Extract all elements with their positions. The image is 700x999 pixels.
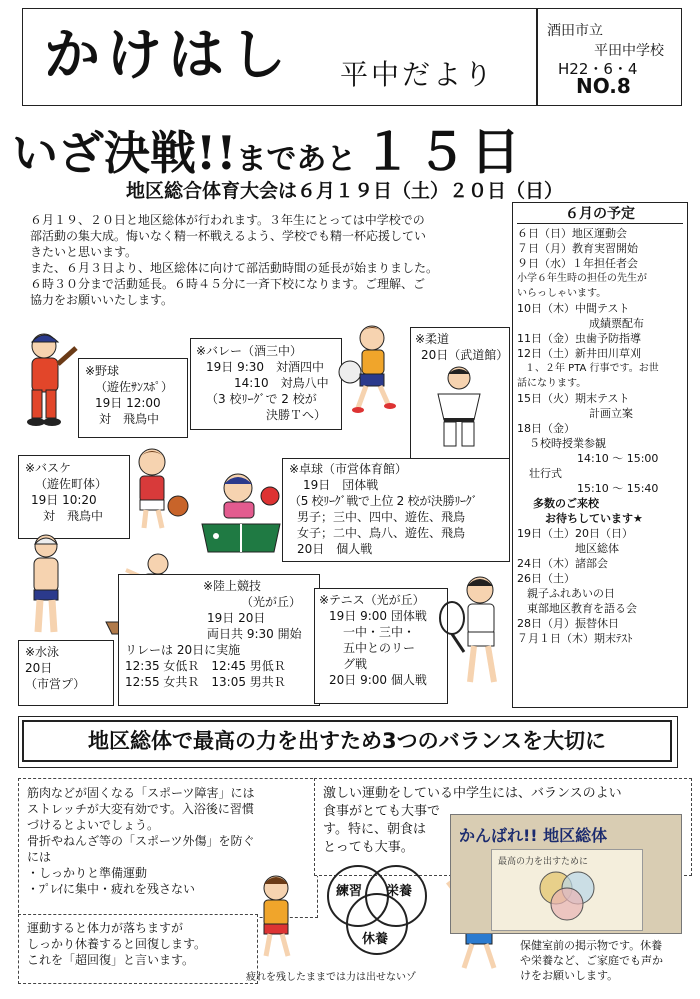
masthead-divider bbox=[536, 8, 538, 106]
event-line: リレーは 20日に実施 bbox=[125, 643, 241, 657]
event-line: 20日 個人戦 bbox=[297, 542, 373, 556]
event-line: 12:35 女低Ｒ 12:45 男低Ｒ bbox=[125, 659, 286, 673]
schedule-item: 14:10 ～ 15:00 bbox=[577, 452, 659, 465]
event-line: 対 飛鳥中 bbox=[43, 509, 104, 523]
photo-note-line: けをお願いします。 bbox=[520, 969, 619, 982]
event-line: 決勝Ｔへ） bbox=[266, 408, 327, 422]
baseball-event-box bbox=[78, 358, 188, 438]
headline bbox=[12, 112, 524, 184]
event-line: 14:10 対鳥八中 bbox=[234, 376, 329, 390]
event-line: 20日 9:00 個人戦 bbox=[329, 673, 427, 687]
newsletter-subtitle: 平中だより bbox=[340, 58, 496, 91]
health-line: これを「超回復」と言います。 bbox=[27, 953, 195, 967]
event-line: ※水泳 bbox=[25, 645, 60, 659]
issue-number: NO.8 bbox=[576, 74, 631, 98]
tennis-player-illustration bbox=[438, 572, 508, 690]
event-line: ※バレー（酒三中） bbox=[196, 344, 303, 358]
schedule-item: 28日（月）振替休日 bbox=[517, 617, 619, 630]
health-line: ・ﾌﾟﾚｲに集中・疲れを残さない bbox=[27, 882, 196, 896]
health-line: ・しっかりと準備運動 bbox=[27, 866, 148, 880]
health-line: とっても大事。 bbox=[323, 840, 414, 855]
photo-note bbox=[520, 938, 680, 983]
venn-practice: 練習 bbox=[336, 884, 363, 899]
event-line: （5 校ﾘｰｸﾞ戦で上位 2 校が決勝ﾘｰｸﾞ bbox=[289, 494, 478, 508]
issue-date: H22・6・4 bbox=[558, 60, 638, 78]
health-line: ストレッチが大変有効です。入浴後に習慣 bbox=[27, 802, 254, 816]
banner-text: 地区総体で最高の力を出すため3つのバランスを大切に bbox=[88, 729, 606, 753]
schedule-item: ５校時授業参観 bbox=[529, 437, 606, 450]
athletics-event-box bbox=[118, 574, 320, 706]
schedule-item: ９日（水）１年担任者会 bbox=[517, 257, 638, 270]
volleyball-event-box bbox=[190, 338, 342, 430]
event-line: ※柔道 bbox=[415, 332, 450, 346]
photo-note-line: 保健室前の掲示物です。休養 bbox=[520, 939, 663, 952]
health-line: 激しい運動をしている中学生には、バランスのよい bbox=[323, 786, 622, 801]
poster-venn bbox=[532, 868, 602, 924]
illustration-caption: 疲れを残したままでは力は出せないゾ bbox=[246, 972, 416, 983]
photo-title: かんばれ!! 地区総体 bbox=[459, 826, 608, 845]
health-line: 食事がとても大事で bbox=[323, 804, 441, 819]
schedule-item: 15日（火）期末テスト bbox=[517, 392, 630, 405]
headline-suffix: まであと bbox=[236, 142, 357, 177]
event-line: 19日 20日 bbox=[207, 611, 266, 625]
event-line: ※卓球（市営体育館） bbox=[289, 462, 408, 476]
event-line: 19日 10:20 bbox=[31, 493, 97, 507]
schedule-item: 親子ふれあいの日 bbox=[527, 587, 615, 600]
schedule-item: 18日（金） bbox=[517, 422, 575, 435]
schedule-item: 24日（木）諸部会 bbox=[517, 557, 608, 570]
schedule-item: 東部地区教育を語る会 bbox=[527, 602, 637, 615]
event-line: 12:55 女共Ｒ 13:05 男共Ｒ bbox=[125, 675, 286, 689]
event-line: （市営プ） bbox=[25, 677, 86, 691]
event-line: 対 飛鳥中 bbox=[99, 412, 160, 426]
intro-line: また、６月３日より、地区総体に向けて部活動時間の延長が始まりました。 bbox=[30, 261, 439, 275]
schedule-item: 地区総体 bbox=[575, 542, 619, 555]
schedule-item: ７月１日（木）期末ﾃｽﾄ bbox=[517, 632, 633, 645]
event-line: 19日 団体戦 bbox=[303, 478, 379, 492]
intro-line: きたいと思います。 bbox=[30, 245, 138, 259]
schedule-item: 19日（土）20日（日） bbox=[517, 527, 633, 540]
event-line: 19日 9:00 団体戦 bbox=[329, 609, 427, 623]
event-line: （遊佐ｻﾝｽﾎﾟ） bbox=[95, 380, 174, 394]
headline-main: いざ決戦!! bbox=[12, 126, 237, 180]
tennis-event-box bbox=[314, 588, 448, 704]
schedule-item: 11日（金）虫歯予防指導 bbox=[517, 332, 641, 345]
health-line: しっかり休養すると回復します。 bbox=[27, 937, 207, 951]
event-line: ※陸上競技 bbox=[203, 579, 262, 593]
event-line: ※バスケ bbox=[25, 461, 72, 475]
event-line: ※野球 bbox=[85, 364, 120, 378]
intro-line: 部活動の集大成。悔いなく精一杯戦えるよう、学校でも精一杯応援してい bbox=[30, 229, 427, 243]
event-line: 女子；二中、鳥八、遊佐、飛鳥 bbox=[297, 526, 466, 540]
schedule-item: ７日（月）教育実習開始 bbox=[517, 242, 638, 255]
health-line: 運動すると体力が落ちますが bbox=[27, 921, 184, 935]
health-line: には bbox=[27, 850, 52, 864]
headline-count: １５日 bbox=[362, 122, 525, 181]
schedule-item: 計画立案 bbox=[589, 407, 633, 420]
schedule-item: 26日（土） bbox=[517, 572, 575, 585]
health-line: す。特に、朝食は bbox=[323, 822, 426, 837]
schedule-item: ６日（日）地区運動会 bbox=[517, 227, 627, 240]
event-line: 男子；三中、四中、遊佐、飛鳥 bbox=[297, 510, 466, 524]
event-line: 20日（武道館） bbox=[421, 348, 509, 362]
event-line: ※テニス（光が丘） bbox=[319, 593, 425, 607]
health-line: 骨折やねんざ等の「スポーツ外傷」を防ぐ bbox=[27, 834, 255, 848]
schedule-item: 小学６年生時の担任の先生が bbox=[517, 273, 647, 284]
event-line: 一中・三中・ bbox=[343, 625, 416, 639]
schedule-item: 壮行式 bbox=[529, 467, 562, 480]
event-line: （光が丘） bbox=[241, 595, 302, 609]
intro-text bbox=[30, 212, 508, 308]
intro-line: ６時３０分まで活動延長。６時４５分に一斉下校になります。ご理解、ご bbox=[30, 277, 426, 291]
schedule-item: 15:10 ～ 15:40 bbox=[577, 482, 659, 495]
schedule-item: 12日（土）新井田川草刈 bbox=[517, 347, 641, 360]
venn-rest: 休養 bbox=[362, 932, 389, 947]
event-line: 20日 bbox=[25, 661, 53, 675]
photo-note-line: や栄養など、ご家庭でも声か bbox=[520, 954, 663, 967]
rest-box bbox=[18, 914, 258, 984]
venn-nutrition: 栄養 bbox=[386, 884, 413, 899]
swimmer-illustration bbox=[18, 532, 74, 636]
event-line: （遊佐町体） bbox=[35, 477, 108, 491]
schedule-item: 成績票配布 bbox=[589, 317, 644, 330]
headline-subhead: 地区総合体育大会は６月１９日（土）２０日（日） bbox=[126, 180, 564, 202]
basketball-player-illustration bbox=[124, 444, 194, 534]
baseball-player-illustration bbox=[14, 328, 82, 428]
tired-runner-illustration bbox=[248, 872, 304, 962]
schedule-item: １、２年 PTA 行事です。お世 bbox=[525, 363, 659, 374]
schedule-item: お待ちしています★ bbox=[545, 512, 643, 525]
june-schedule bbox=[512, 202, 688, 708]
health-line: 筋肉などが固くなる「スポーツ障害」には bbox=[27, 786, 255, 800]
schedule-item: いらっしゃいます。 bbox=[517, 288, 607, 299]
health-line: づけるとよいでしょう。 bbox=[27, 818, 160, 832]
event-line: グ戦 bbox=[343, 657, 368, 671]
basketball-event-box bbox=[18, 455, 130, 539]
intro-line: 協力をお願いいたします。 bbox=[30, 293, 174, 307]
schedule-item: 10日（木）中間テスト bbox=[517, 302, 630, 315]
publisher-school: 平田中学校 bbox=[594, 43, 664, 59]
intro-line: ６月１９、２０日と地区総体が行われます。３年生にとっては中学校での bbox=[30, 213, 425, 227]
bulletin-board-photo bbox=[450, 814, 682, 934]
table-tennis-player-illustration bbox=[198, 466, 284, 556]
event-line: 両日共 9:30 開始 bbox=[207, 627, 302, 641]
newsletter-title: かけはし bbox=[44, 22, 292, 88]
photo-poster-text: 最高の力を出すために bbox=[498, 857, 589, 867]
schedule-title: ６月の予定 bbox=[517, 205, 683, 224]
volleyball-player-illustration bbox=[336, 322, 400, 414]
event-line: 19日 12:00 bbox=[95, 396, 161, 410]
event-line: 五中とのリー bbox=[343, 641, 416, 655]
photo-poster bbox=[491, 849, 643, 931]
event-line: （3 校ﾘｰｸﾞで 2 校が bbox=[206, 392, 317, 406]
event-line: 19日 9:30 対酒四中 bbox=[206, 360, 325, 374]
judo-player-illustration bbox=[428, 364, 490, 450]
publisher-city: 酒田市立 bbox=[547, 23, 603, 39]
swimming-event-box bbox=[18, 640, 114, 706]
schedule-item: 話になります。 bbox=[517, 378, 587, 389]
schedule-item: 多数のご来校 bbox=[533, 497, 599, 510]
table-tennis-event-box bbox=[282, 458, 510, 562]
